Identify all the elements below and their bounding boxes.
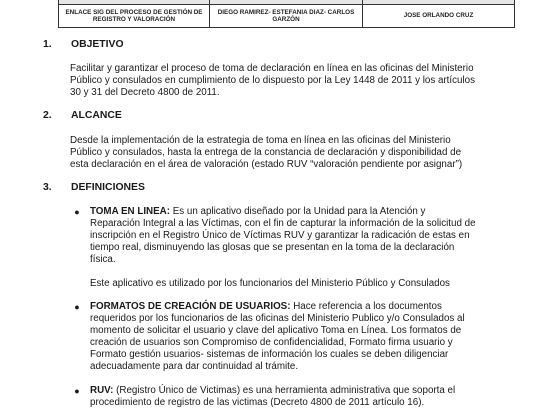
- section-number-3: 3.: [43, 182, 52, 193]
- cell-elaboro: ENLACE SIG DEL PROCESO DE GESTIÓN DE REGISTRO Y VALORACIÓN: [59, 5, 210, 28]
- definition-line: inscripción en el Registro Único de Víctimas RUV y garantizar la radicación de estas en: [90, 230, 470, 241]
- definition-line: Reparación Integral a las Víctimas, con el fin de capturar la información de la solicitud de: [90, 218, 476, 229]
- definition-line: física.: [90, 254, 116, 265]
- definition-line: creación de usuarios son Compromiso de confidencialidad, Formato firma usuario y: [90, 337, 453, 348]
- definition-text: Es un aplicativo diseñado por la Unidad para la Atención y: [170, 206, 426, 217]
- alcance-paragraph: [70, 135, 510, 171]
- bullet-icon: ●: [74, 386, 80, 396]
- definition-first-line: [90, 301, 500, 313]
- definition-text: Hace referencia a los documentos: [290, 301, 442, 312]
- objetivo-line-3: 30 y 31 del Decreto 4800 de 2011.: [70, 87, 220, 98]
- definition-line: Formato gestión usuarios- sistemas de información los cuales se deben diligenciar: [90, 349, 449, 360]
- definition-line: momento de solicitar el usuario y clave del aplicativo Toma en Línea. Los formatos de: [90, 325, 462, 336]
- approval-signature-row: [59, 5, 515, 28]
- definition-line: requeridos por los funcionarios de las oficinas del Ministerio Publico y/o Consulados al: [90, 313, 465, 324]
- definition-term: RUV:: [90, 385, 114, 396]
- definition-term: TOMA EN LINEA:: [90, 206, 171, 217]
- section-number-2: 2.: [43, 110, 52, 121]
- alcance-line-1: Desde la implementación de la estrategia de toma en línea en las oficinas del Ministerio: [70, 135, 451, 146]
- definition-line: adecuadamente para dar continuidad al trámite.: [90, 361, 299, 372]
- definition-line: procedimiento de registro de las victimas (Decreto 4800 de 2011 artículo 16).: [90, 397, 425, 408]
- bullet-icon: ●: [74, 302, 80, 312]
- cell-aprobo: JOSE ORLANDO CRUZ: [363, 5, 515, 28]
- bullet-icon: ●: [74, 207, 80, 217]
- definition-first-line: [90, 206, 500, 218]
- objetivo-paragraph: [70, 63, 510, 99]
- definition-line: tiempo real, disminuyendo las glosas que se presentan en la toma de la declaración: [90, 242, 455, 253]
- definition-toma-en-linea: [90, 206, 500, 266]
- definition-first-line: [90, 385, 500, 397]
- section-title-objetivo: OBJETIVO: [71, 39, 124, 50]
- definition-term: FORMATOS DE CREACIÓN DE USUARIOS:: [90, 301, 291, 312]
- objetivo-line-2: Público y consulados en cumplimiento de lo dispuesto por la Ley 1448 de 2011 y los artículos: [70, 75, 476, 86]
- approval-table: [58, 0, 515, 28]
- section-number-1: 1.: [43, 39, 52, 50]
- alcance-line-3: esta declaración en el área de valoración (estado RUV “valoración pendiente por asignar”): [70, 159, 463, 170]
- objetivo-line-1: Facilitar y garantizar el proceso de toma de declaración en línea en las oficinas del Ministerio: [70, 63, 474, 74]
- definition-text: (Registro Único de Victimas) es una herramienta administrativa que soporta el: [113, 385, 456, 396]
- section-title-definiciones: DEFINICIONES: [71, 182, 145, 193]
- definition-formatos: [90, 301, 500, 373]
- definition-ruv: [90, 385, 500, 409]
- alcance-line-2: Público y consulados, hasta la entrega de la constancia de declaración y disponibilidad de: [70, 147, 462, 158]
- cell-reviso: DIEGO RAMIREZ- ESTEFANIA DIAZ- CARLOS GARZÓN: [210, 5, 363, 28]
- section-title-alcance: ALCANCE: [71, 110, 122, 121]
- definition-note: Este aplicativo es utilizado por los funcionarios del Ministerio Público y Consulados: [90, 278, 450, 289]
